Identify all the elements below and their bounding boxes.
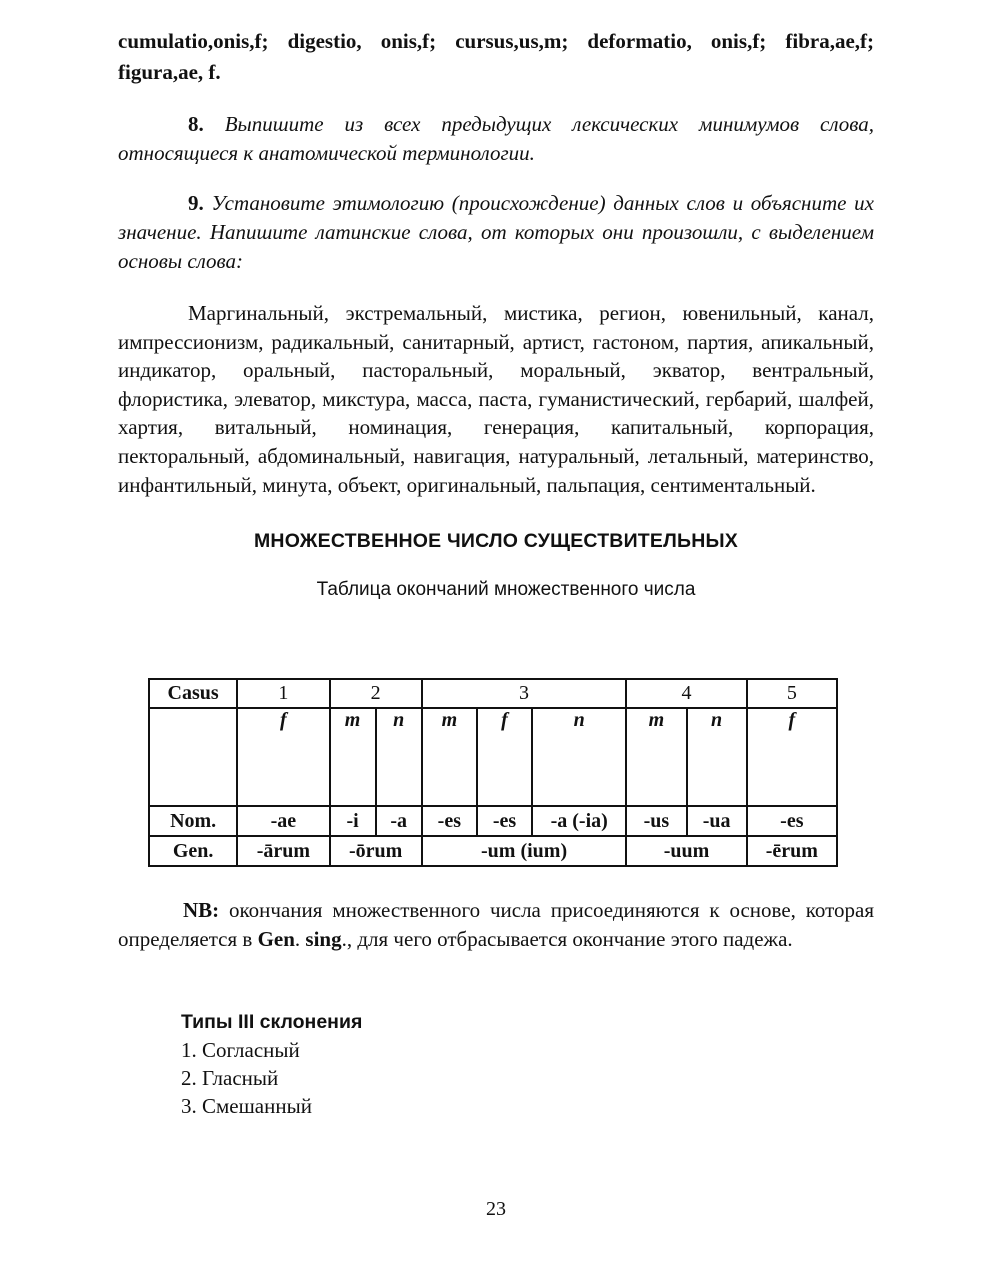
nominative-ending: -es (477, 806, 532, 836)
declension-types (181, 1008, 362, 1120)
genitive-label: Gen. (149, 836, 237, 866)
gender-cell: n (687, 708, 747, 806)
vocabulary-line: cumulatio,onis,f; digestio, onis,f; cursus,us,m; deformatio, onis,f; fibra,ae,f; figura,ae, f. (118, 29, 874, 84)
gender-cell: f (237, 708, 329, 806)
section-title: МНОЖЕСТВЕННОЕ ЧИСЛО СУЩЕСТВИТЕЛЬНЫХ (253, 530, 739, 553)
gender-row (149, 708, 837, 806)
gender-cell: n (532, 708, 626, 806)
task-9 (118, 189, 874, 276)
table-caption: Таблица окончаний множественного числа (316, 579, 696, 601)
task-9-text: Установите этимологию (происхождение) данных слов и объясните их значение. Напишите латинские слова, от которых они произошли, с выделением основы слова: (118, 191, 875, 273)
nb-note: NB: окончания множественного числа присоединяются к основе, которая определяется в Gen. sing., для чего отбрасывается окончание этого падежа. (118, 898, 874, 951)
words-paragraph: Маргинальный, экстремальный, мистика, регион, ювенильный, канал, импрессионизм, радикальный, санитарный, артист, гастоном, партия, апикальный, индикатор, оральный, пасторальный, моральный, экватор, вентральный, флористика, элеватор, микстура, масса, паста, гуманистический, гербарий, шалфей, хартия, витальный, номинация, генерация, капитальный, корпорация, пекторальный, абдоминальный, навигация, натуральный, летальный, материнство, инфантильный, минута, объект, оригинальный, пальпация, сентиментальный. (118, 301, 874, 497)
gender-cell: f (747, 708, 837, 806)
table-header-row (149, 679, 837, 708)
nominative-ending: -i (330, 806, 376, 836)
nb-text-after: ., для чего отбрасывается окончание этого падежа. (341, 927, 793, 951)
nominative-ending: -es (747, 806, 837, 836)
genitive-ending: -ērum (747, 836, 837, 866)
gender-cell: m (422, 708, 477, 806)
declension-type-item: 3. Смешанный (181, 1094, 312, 1118)
declension-type-item: 1. Согласный (181, 1038, 300, 1062)
gender-cell: n (376, 708, 422, 806)
nominative-row (149, 806, 837, 836)
task-8 (118, 110, 874, 168)
gender-cell: f (477, 708, 532, 806)
nb-text-before: окончания множественного числа присоединяются к основе, которая определяется в (118, 898, 874, 951)
declension-3-header: 3 (422, 679, 627, 708)
genitive-ending: -ārum (237, 836, 329, 866)
page-content (118, 26, 875, 1220)
nb-label: NB: (183, 898, 220, 922)
declension-1-header: 1 (237, 679, 329, 708)
declension-types-title: Типы III склонения (181, 1011, 363, 1033)
endings-table (148, 678, 838, 867)
nb-term-sing: sing (305, 927, 342, 951)
declension-2-header: 2 (330, 679, 422, 708)
declension-4-header: 4 (626, 679, 746, 708)
nominative-label: Nom. (149, 806, 237, 836)
nominative-ending: -es (422, 806, 477, 836)
genitive-ending: -um (ium) (422, 836, 627, 866)
nominative-ending: -a (-ia) (532, 806, 626, 836)
task-9-number: 9. (188, 191, 204, 215)
gender-empty-cell (149, 708, 237, 806)
declension-type-item: 2. Гласный (181, 1066, 279, 1090)
task-8-number: 8. (188, 112, 204, 136)
gender-cell: m (330, 708, 376, 806)
task-8-text: Выпишите из всех предыдущих лексических минимумов слова, относящиеся к анатомической терминологии. (118, 112, 874, 165)
gender-cell: m (626, 708, 686, 806)
genitive-row (149, 836, 837, 866)
nb-term-gen: Gen (257, 927, 295, 951)
nominative-ending: -us (626, 806, 686, 836)
casus-header: Casus (149, 679, 237, 708)
genitive-ending: -uum (626, 836, 746, 866)
declension-5-header: 5 (747, 679, 837, 708)
page-number: 23 (486, 1198, 506, 1220)
nominative-ending: -ua (687, 806, 747, 836)
nominative-ending: -ae (237, 806, 329, 836)
genitive-ending: -ōrum (330, 836, 422, 866)
nominative-ending: -a (376, 806, 422, 836)
